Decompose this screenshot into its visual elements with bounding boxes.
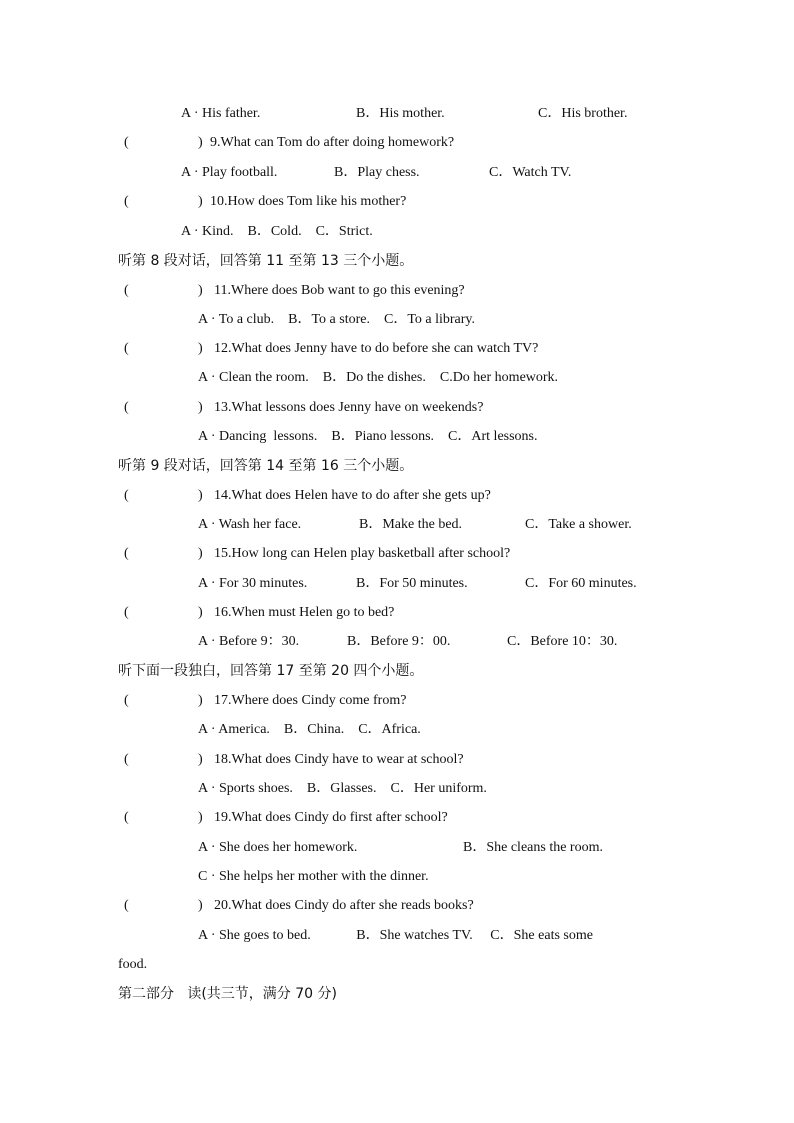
q9-answer-blank-close: ) bbox=[198, 135, 203, 150]
q16-answer-blank-open[interactable]: ( bbox=[124, 605, 129, 620]
q17-answer-blank-open[interactable]: ( bbox=[124, 693, 129, 708]
q16-option-a: A · Before 9：30. bbox=[198, 634, 300, 649]
q15-option-c: C．For 60 minutes. bbox=[525, 576, 637, 591]
q12-answer-blank-open[interactable]: ( bbox=[124, 341, 129, 356]
q8-option-a: A · His father. bbox=[181, 106, 261, 121]
q17-options: A · America. B．China. C．Africa. bbox=[198, 722, 421, 737]
q14-option-a: A · Wash her face. bbox=[198, 517, 302, 532]
q19-answer-blank-close: ) bbox=[198, 810, 203, 825]
q9-question: 9.What can Tom do after doing homework? bbox=[210, 135, 455, 150]
q9-answer-blank-open[interactable]: ( bbox=[124, 135, 129, 150]
q20-answer-blank-open[interactable]: ( bbox=[124, 898, 129, 913]
q18-answer-blank-open[interactable]: ( bbox=[124, 752, 129, 767]
q11-options: A · To a club. B．To a store. C．To a library. bbox=[198, 312, 476, 327]
q12-options: A · Clean the room. B．Do the dishes. C.Do her homework. bbox=[198, 370, 559, 385]
q20-question: 20.What does Cindy do after she reads books? bbox=[214, 898, 474, 913]
q17-question: 17.Where does Cindy come from? bbox=[214, 693, 407, 708]
q19-question: 19.What does Cindy do first after school? bbox=[214, 810, 448, 825]
q9-option-c: C．Watch TV. bbox=[489, 165, 572, 180]
q19-option-a: A · She does her homework. bbox=[198, 840, 358, 855]
q16-question: 16.When must Helen go to bed? bbox=[214, 605, 395, 620]
q20-answer-blank-close: ) bbox=[198, 898, 203, 913]
q15-option-b: B．For 50 minutes. bbox=[356, 576, 468, 591]
q14-answer-blank-close: ) bbox=[198, 488, 203, 503]
q9-option-a: A · Play football. bbox=[181, 165, 278, 180]
q15-option-a: A · For 30 minutes. bbox=[198, 576, 308, 591]
q16-answer-blank-close: ) bbox=[198, 605, 203, 620]
section-monologue-heading: 听下面一段独白，回答第 17 至第 20 四个小题。 bbox=[118, 663, 424, 679]
q19-answer-blank-open[interactable]: ( bbox=[124, 810, 129, 825]
q10-question: 10.How does Tom like his mother? bbox=[210, 194, 407, 209]
q18-options: A · Sports shoes. B．Glasses. C．Her uniform. bbox=[198, 781, 487, 796]
q13-answer-blank-open[interactable]: ( bbox=[124, 400, 129, 415]
q10-options: A · Kind. B．Cold. C．Strict. bbox=[181, 224, 373, 239]
q20-options-wrap: food. bbox=[118, 957, 148, 972]
q13-question: 13.What lessons does Jenny have on weekends? bbox=[214, 400, 484, 415]
section-8-heading: 听第 8 段对话，回答第 11 至第 13 三个小题。 bbox=[118, 253, 414, 269]
q18-answer-blank-close: ) bbox=[198, 752, 203, 767]
q20-options: A · She goes to bed. B．She watches TV. C．She eats some bbox=[198, 928, 593, 943]
q9-option-b: B．Play chess. bbox=[334, 165, 420, 180]
q11-question: 11.Where does Bob want to go this evening? bbox=[214, 283, 465, 298]
q19-option-b: B．She cleans the room. bbox=[463, 840, 603, 855]
q19-option-c: C · She helps her mother with the dinner. bbox=[198, 869, 429, 884]
q13-answer-blank-close: ) bbox=[198, 400, 203, 415]
q15-question: 15.How long can Helen play basketball after school? bbox=[214, 546, 511, 561]
q15-answer-blank-close: ) bbox=[198, 546, 203, 561]
q13-options: A · Dancing lessons. B．Piano lessons. C．Art lessons. bbox=[198, 429, 538, 444]
q11-answer-blank-open[interactable]: ( bbox=[124, 283, 129, 298]
q10-answer-blank-close: ) bbox=[198, 194, 203, 209]
q11-answer-blank-close: ) bbox=[198, 283, 203, 298]
q8-option-b: B．His mother. bbox=[356, 106, 445, 121]
q14-option-b: B．Make the bed. bbox=[359, 517, 463, 532]
section-9-heading: 听第 9 段对话，回答第 14 至第 16 三个小题。 bbox=[118, 458, 414, 474]
q17-answer-blank-close: ) bbox=[198, 693, 203, 708]
q8-option-c: C．His brother. bbox=[538, 106, 628, 121]
q18-question: 18.What does Cindy have to wear at school? bbox=[214, 752, 464, 767]
q15-answer-blank-open[interactable]: ( bbox=[124, 546, 129, 561]
q16-option-c: C．Before 10：30. bbox=[507, 634, 618, 649]
q16-option-b: B．Before 9：00. bbox=[347, 634, 451, 649]
q14-question: 14.What does Helen have to do after she gets up? bbox=[214, 488, 491, 503]
q10-answer-blank-open[interactable]: ( bbox=[124, 194, 129, 209]
q12-question: 12.What does Jenny have to do before she can watch TV? bbox=[214, 341, 539, 356]
q14-option-c: C．Take a shower. bbox=[525, 517, 632, 532]
q14-answer-blank-open[interactable]: ( bbox=[124, 488, 129, 503]
q12-answer-blank-close: ) bbox=[198, 341, 203, 356]
part-2-heading: 第二部分 读(共三节，满分 70 分) bbox=[118, 986, 337, 1002]
